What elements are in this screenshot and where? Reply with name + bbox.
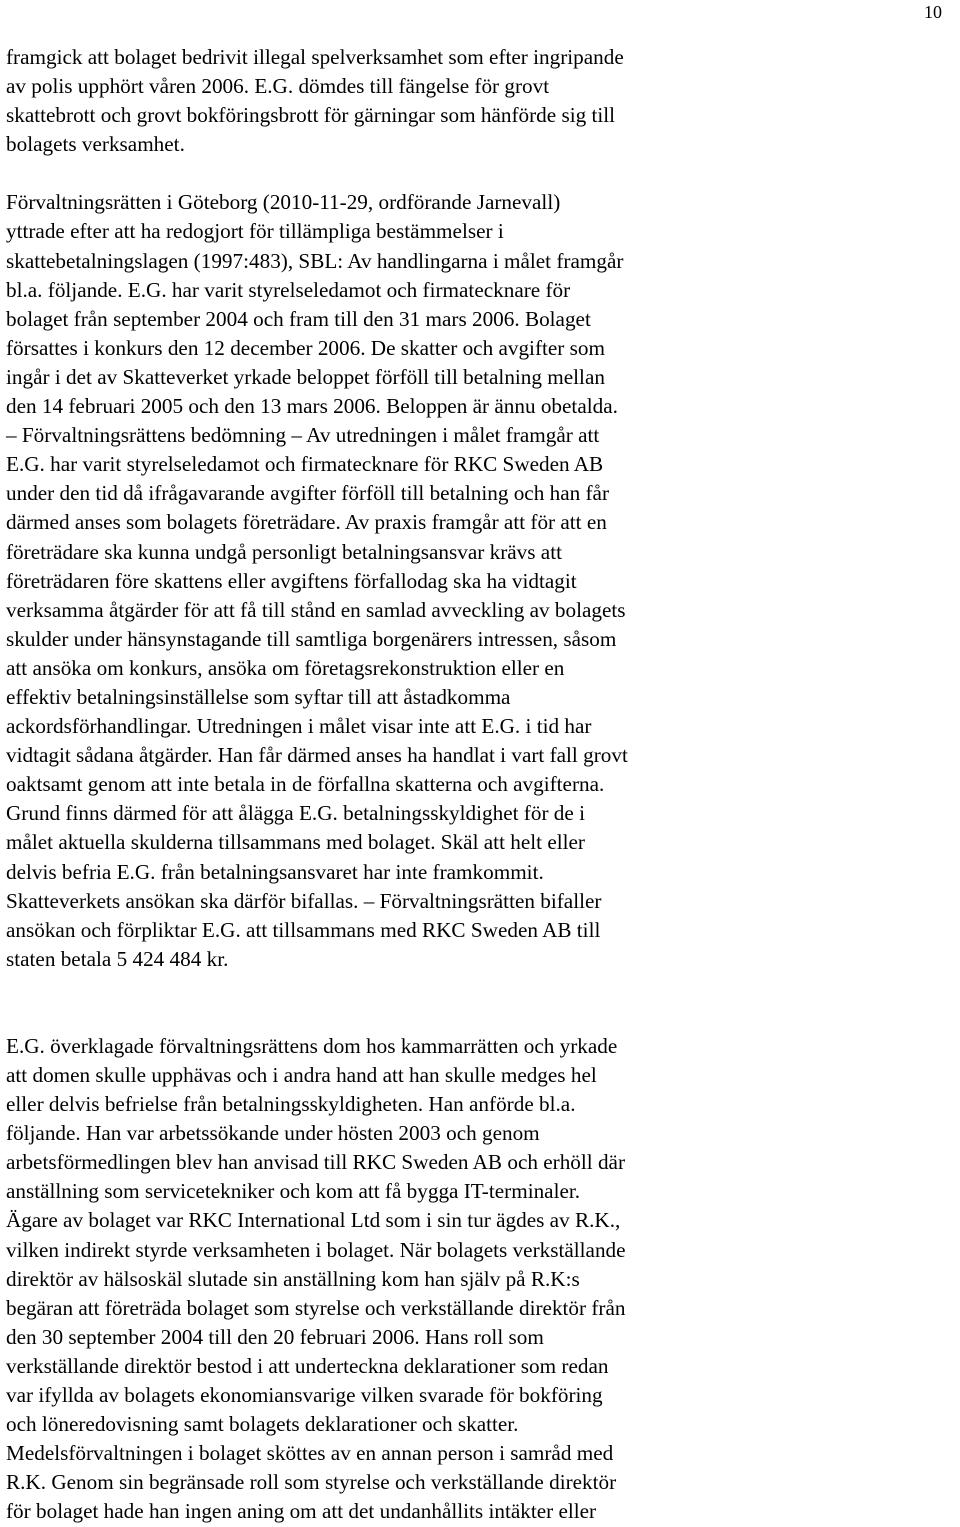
paragraph-overklagande [6, 1032, 954, 1527]
text-line: R.K. Genom sin begränsade roll som styrelse och verkställande direktör [6, 1470, 617, 1495]
text-line: vidtagit sådana åtgärder. Han får därmed anses ha handlat i vart fall grovt [6, 743, 628, 768]
text-line: vilken indirekt styrde verksamheten i bolaget. När bolagets verkställande [6, 1237, 626, 1262]
text-line: arbetsförmedlingen blev han anvisad till RKC Sweden AB och erhöll där [6, 1150, 626, 1175]
document-body [6, 43, 954, 1527]
text-line: begäran att företräda bolaget som styrelse och verkställande direktör från [6, 1295, 626, 1320]
text-line: försattes i konkurs den 12 december 2006. De skatter och avgifter som [6, 335, 605, 360]
text-line: ansökan och förpliktar E.G. att tillsammans med RKC Sweden AB till [6, 917, 601, 942]
page-number: 10 [924, 2, 942, 22]
text-line: yttrade efter att ha redogjort för tillämpliga bestämmelser i [6, 219, 504, 244]
text-line: verksamma åtgärder för att få till stånd en samlad avveckling av bolagets [6, 597, 626, 622]
text-line: målet aktuella skulderna tillsammans med bolaget. Skäl att helt eller [6, 830, 585, 855]
text-line: skulder under hänsynstagande till samtliga borgenärers intressen, såsom [6, 626, 617, 651]
text-line: företrädare ska kunna undgå personligt betalningsansvar krävs att [6, 539, 562, 564]
text-line: framgick att bolaget bedrivit illegal spelverksamhet som efter ingripande [6, 45, 624, 69]
text-line: var ifyllda av bolagets ekonomiansvarige vilken svarade för bokföring [6, 1383, 603, 1408]
text-line: bolaget från september 2004 och fram till den 31 mars 2006. Bolaget [6, 306, 591, 331]
text-line: företrädaren före skattens eller avgiftens förfallodag ska ha vidtagit [6, 568, 577, 593]
text-line: följande. Han var arbetssökande under hösten 2003 och genom [6, 1121, 540, 1146]
text-line: E.G. har varit styrelseledamot och firmatecknare för RKC Sweden AB [6, 452, 604, 477]
text-line: för bolaget hade han ingen aning om att det undanhållits intäkter eller [6, 1499, 597, 1524]
text-line: – Förvaltningsrättens bedömning – Av utredningen i målet framgår att [6, 423, 600, 448]
text-line: Medelsförvaltningen i bolaget sköttes av en annan person i samråd med [6, 1441, 614, 1466]
text-line: ackordsförhandlingar. Utredningen i målet visar inte att E.G. i tid har [6, 714, 592, 739]
text-line: skattebetalningslagen (1997:483), SBL: Av handlingarna i målet framgår [6, 248, 624, 273]
text-line: direktör av hälsoskäl slutade sin anställning kom han själv på R.K:s [6, 1266, 580, 1291]
text-line: eller delvis befrielse från betalningsskyldigheten. Han anförde bl.a. [6, 1092, 576, 1117]
text-line: ingår i det av Skatteverket yrkade beloppet förföll till betalning mellan [6, 364, 605, 389]
text-line: att domen skulle upphävas och i andra hand att han skulle medges hel [6, 1063, 597, 1087]
text-line: därmed anses som bolagets företrädare. Av praxis framgår att för att en [6, 510, 607, 535]
paragraph-forvaltningsratten [6, 188, 954, 974]
text-line: Skatteverkets ansökan ska därför bifallas. – Förvaltningsrätten bifaller [6, 888, 602, 913]
text-line: staten betala 5 424 484 kr. [6, 946, 229, 971]
text-line: bl.a. följande. E.G. har varit styrelseledamot och firmatecknare för [6, 277, 571, 302]
text-line: skattebrott och grovt bokföringsbrott för gärningar som hänförde sig till [6, 103, 616, 128]
text-line: att ansöka om konkurs, ansöka om företagsrekonstruktion eller en [6, 655, 565, 680]
text-line: oaktsamt genom att inte betala in de förfallna skatterna och avgifterna. [6, 772, 605, 797]
text-line: och löneredovisning samt bolagets deklarationer och skatter. [6, 1412, 519, 1437]
text-line: Ägare av bolaget var RKC International Ltd som i sin tur ägdes av R.K., [6, 1208, 621, 1233]
text-line: bolagets verksamhet. [6, 132, 185, 157]
text-line: anställning som servicetekniker och kom att få bygga IT-terminaler. [6, 1179, 581, 1204]
text-line: den 30 september 2004 till den 20 februari 2006. Hans roll som [6, 1324, 544, 1349]
text-line: av polis upphört våren 2006. E.G. dömdes till fängelse för grovt [6, 74, 550, 99]
text-line: den 14 februari 2005 och den 13 mars 2006. Beloppen är ännu obetalda. [6, 394, 618, 419]
text-line: Förvaltningsrätten i Göteborg (2010-11-29, ordförande Jarnevall) [6, 190, 561, 215]
text-line: E.G. överklagade förvaltningsrättens dom hos kammarrätten och yrkade [6, 1033, 618, 1058]
paragraph-continuation [6, 43, 954, 159]
text-line: effektiv betalningsinställelse som syftar till att åstadkomma [6, 684, 511, 709]
text-line: verkställande direktör bestod i att underteckna deklarationer som redan [6, 1353, 609, 1378]
text-line: Grund finns därmed för att ålägga E.G. betalningsskyldighet för de i [6, 801, 585, 826]
text-line: delvis befria E.G. från betalningsansvaret har inte framkommit. [6, 859, 544, 884]
text-line: under den tid då ifrågavarande avgifter förföll till betalning och han får [6, 481, 610, 506]
